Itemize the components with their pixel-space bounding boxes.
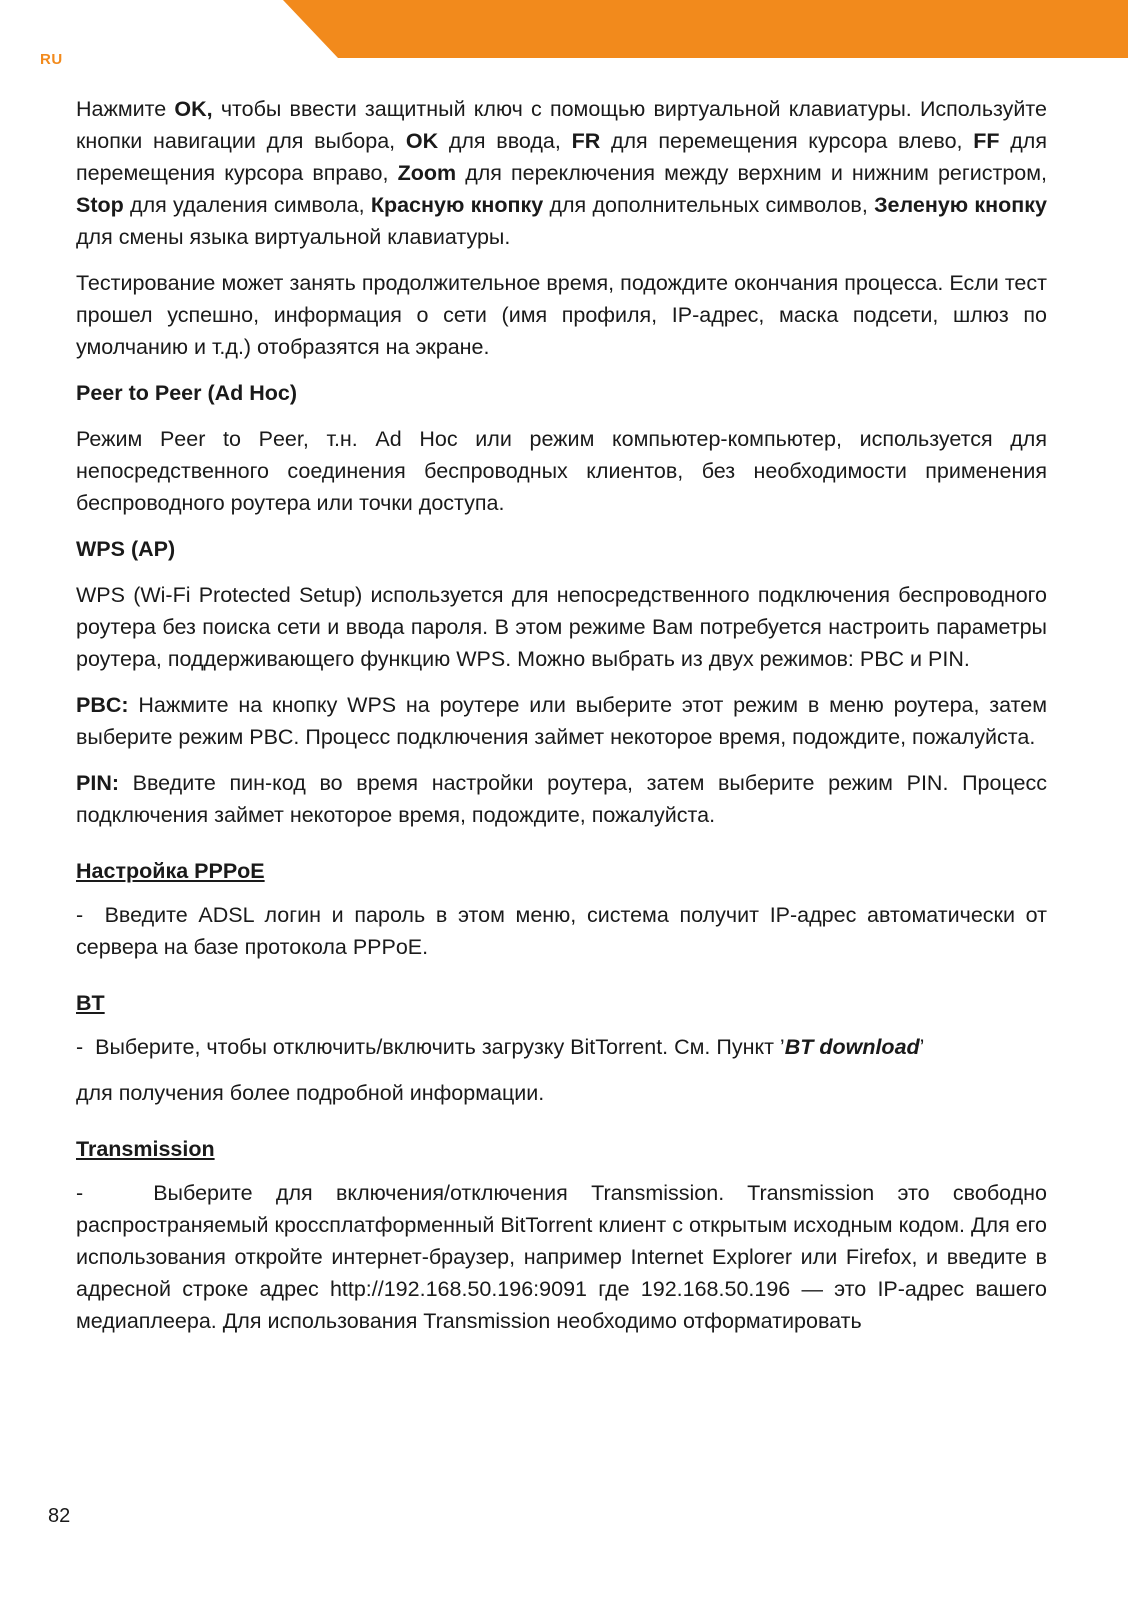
paragraph-virtual-keyboard: Нажмите OK, чтобы ввести защитный ключ с помощью виртуальной клавиатуры. Используйте кнопки навигации для выбора, OK для ввода, FR для перемещения курсора влево, FF для перемещения курсора вправо, Zoom для переключения между верхним и нижним регистром, Stop для удаления символа, Красную кнопку для дополнительных символов, Зеленую кнопку для смены языка виртуальной клавиатуры. (76, 97, 1047, 249)
heading-pppoe: Настройка PPPoE (76, 859, 265, 883)
paragraph-testing: Тестирование может занять продолжительное время, подождите окончания процесса. Если тест прошел успешно, информация о сети (имя профиля, IP-адрес, маска подсети, шлюз по умолчанию и т.д.) отобразятся на экране. (76, 271, 1047, 359)
pbc-label: PBC: (76, 693, 129, 717)
page-number: 82 (48, 1505, 71, 1527)
bt-download-ref: BT download (784, 1035, 920, 1059)
heading-transmission: Transmission (76, 1137, 215, 1161)
heading-bt: BT (76, 991, 105, 1015)
paragraph-peer-to-peer: Режим Peer to Peer, т.н. Ad Hoc или режим компьютер-компьютер, используется для непосредственного соединения беспроводных клиентов, без необходимости применения беспроводного роутера или точки доступа. (76, 427, 1047, 515)
heading-wps: WPS (AP) (76, 537, 176, 561)
paragraph-wps: WPS (Wi-Fi Protected Setup) используется для непосредственного подключения беспроводного роутера без поиска сети и ввода пароля. В этом режиме Вам потребуется настроить параметры роутера, поддерживающего функцию WPS. Можно выбрать из двух режимов: PBC и PIN. (76, 583, 1047, 671)
paragraph-bt-more: для получения более подробной информации. (76, 1081, 545, 1105)
page-content (76, 93, 1047, 1337)
header-orange-band (283, 0, 1128, 58)
paragraph-transmission: - Выберите для включения/отключения Transmission. Transmission это свободно распространяемый кроссплатформенный BitTorrent клиент с открытым исходным кодом. Для его использования откройте интернет-браузер, например Internet Explorer или Firefox, и введите в адресной строке адрес http://192.168.50.196:9091 где 192.168.50.196 — это IP-адрес вашего медиаплеера. Для использования Transmission необходимо отформатировать (76, 1181, 1047, 1333)
heading-peer-to-peer: Peer to Peer (Ad Hoc) (76, 381, 298, 405)
paragraph-pbc: PBC: Нажмите на кнопку WPS на роутере или выберите этот режим в меню роутера, затем выберите режим PBC. Процесс подключения займет некоторое время, подождите, пожалуйста. (76, 693, 1047, 749)
pin-label: PIN: (76, 771, 119, 795)
paragraph-bt: - Выберите, чтобы отключить/включить загрузку BitTorrent. См. Пункт ’BT download’ (76, 1035, 925, 1059)
paragraph-pin: PIN: Введите пин-код во время настройки роутера, затем выберите режим PIN. Процесс подключения займет некоторое время, подождите, пожалуйста. (76, 771, 1047, 827)
language-tag: RU (40, 51, 63, 68)
paragraph-pppoe: - Введите ADSL логин и пароль в этом меню, система получит IP-адрес автоматически от сервера на базе протокола PPPoE. (76, 903, 1047, 959)
